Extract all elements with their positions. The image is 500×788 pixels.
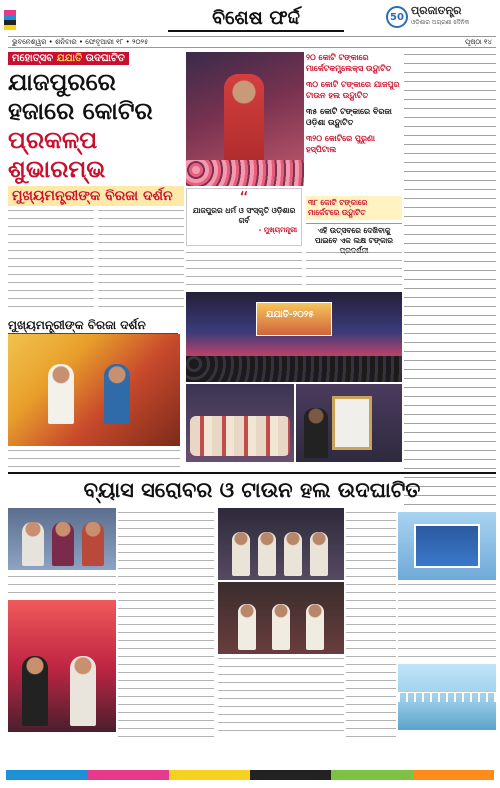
article-text-column [98,208,184,312]
color-registration-footer [6,770,494,780]
article-text-column [118,510,214,738]
article-text-column [8,208,94,312]
highlight-box: ୩୮ କୋଟି ଟଙ୍କାରେ ମାର୍କେଟରେ ଉଦ୍ଘାଟିତ [306,196,402,220]
pull-quote [186,188,302,246]
story-kicker: ମହୋତ୍ସବ ଯଯାତି ଉଦଘାଟିତ [8,52,129,65]
quote-text: ଯାଜପୁରର ଧର୍ମ ଓ ସଂସ୍କୃତି ଓଡ଼ିଶାର ଗର୍ବ [192,206,296,225]
highlight-boxes [306,196,402,258]
project-item: ୨୦ କୋଟି ଟଙ୍କାରେ ମାର୍କେଟକମ୍ପ୍ଲେକ୍ସ ଉଦ୍ଘାଟିତ [306,53,392,73]
color-registration-strip [4,10,16,30]
stage-banner-text: ଯଯାତି-୨୦୨୫ [266,310,314,320]
newspaper-logo[interactable] [386,4,496,30]
project-item: ୩୨୦ କୋଟିରେ ପୁରୁଣା ହସ୍ପିଟାଲ [306,134,375,154]
vyasa-sarovar-photo [398,664,496,730]
felicitation-photo [8,508,116,570]
quote-source: - ମୁଖ୍ୟମନ୍ତ୍ରୀ [258,226,297,234]
headline-line-2: ପ୍ରକଳ୍ପ ଶୁଭାରମ୍ଭ [8,126,106,183]
festival-name: ଯଯାତି [56,53,83,64]
quote-icon: “ [239,188,249,209]
project-item: ୩୫ କୋଟି ଟଙ୍କାରେ ବିରଜା ଓଡ଼ିଶା ଉଦ୍ଘାଟିତ [306,107,392,127]
darshan-subhead: ମୁଖ୍ୟମନ୍ତ୍ରୀଙ୍କ ବିରଜା ଦର୍ଶନ [8,186,184,206]
article-text-column [306,250,402,290]
page-number: ପୃଷ୍ଠା ୧୪ [464,38,492,46]
article-text-column [218,656,344,738]
logo-name: ପ୍ରଜାତନ୍ତ୍ର [411,4,462,17]
anniversary-badge-icon: 50 [386,6,408,28]
article-text-column [8,448,180,468]
temple-visit-photo [8,334,180,446]
portrait-presentation-photo [296,384,402,462]
section-title: ବିଶେଷ ଫର୍ଦ୍ଦ [168,4,344,32]
main-headline[interactable] [8,68,184,184]
logo-tagline: ଓଡ଼ିଶାର ଅଗ୍ରଣୀ ଦୈନିକ [411,19,470,26]
dignitaries-photo [186,384,294,462]
article-text-column [346,510,396,738]
right-article-column [404,52,496,538]
article-text-column [398,582,496,662]
festival-stage-photo [186,292,402,382]
cultural-performance-photo [8,600,116,732]
project-item: ୩୦ କୋଟି ଟଙ୍କାରେ ଯାଜପୁର ଟାଉନ ହଲ ଉଦ୍ଘାଟିତ [306,80,400,100]
artists-photo [218,582,344,654]
town-hall-photo [398,512,496,580]
article-text-column [186,250,302,290]
bottom-story-headline[interactable]: ବ୍ୟାସ ସରୋବର ଓ ଟାଉନ ହଲ ଉଦଘାଟିତ [8,472,496,504]
headline-line-1: ଯାଜପୁରରେ ହଜାରେ କୋଟିର [8,68,153,125]
chief-minister-stage-photo [186,52,304,186]
guests-photo [218,508,344,580]
highlight-box: ଏହି ଉତ୍ସବରେ ଦେଖିବାକୁ ପାଇବେ ଏକ ଲକ୍ଷ ଟଙ୍କାର [306,223,402,258]
project-list [306,52,402,160]
darshan-section-title: ମୁଖ୍ୟମନ୍ତ୍ରୀଙ୍କ ବିରଜା ଦର୍ଶନ [8,318,178,335]
dateline-bar [8,36,496,48]
article-text-column [8,574,116,598]
dateline: ଭୁବନେଶ୍ୱର • ଶନିବାର • ଫେବୃଆରୀ ୧୮ • ୨୦୨୫ [12,38,149,46]
